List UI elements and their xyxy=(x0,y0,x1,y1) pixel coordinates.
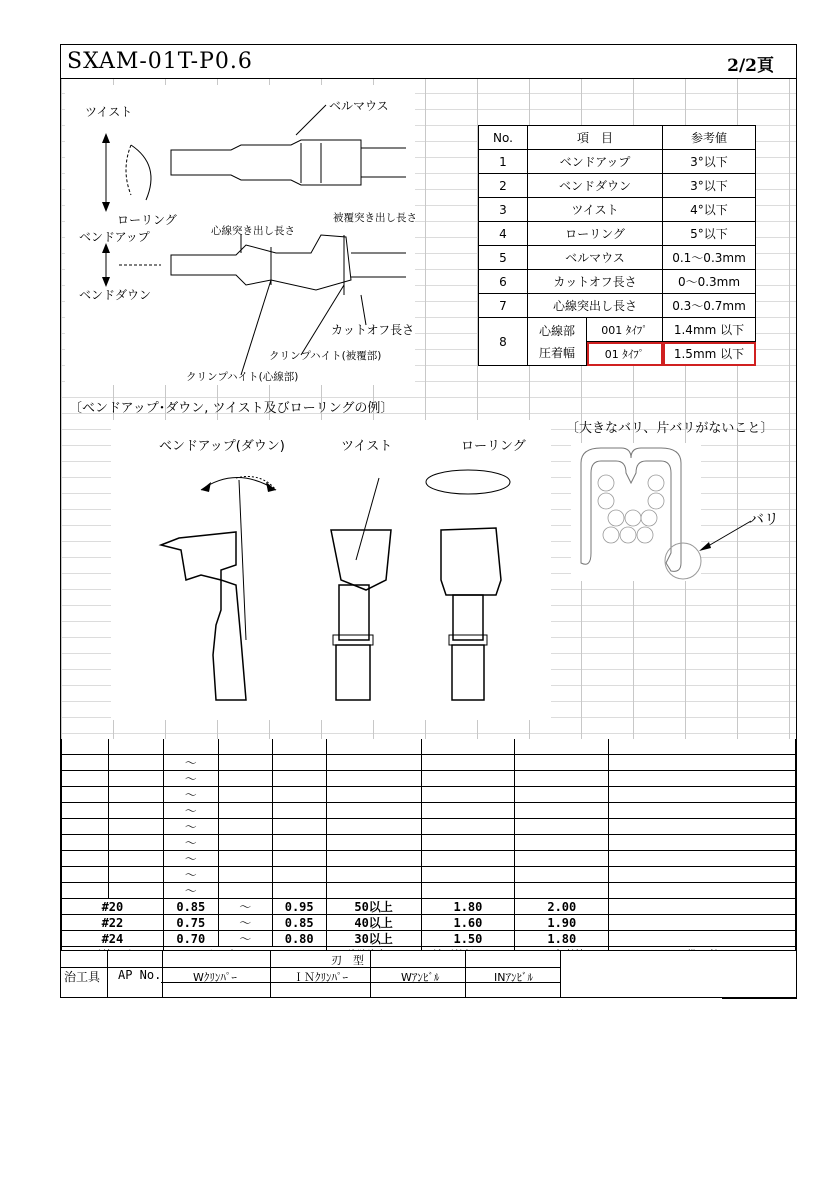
spec-od: 1.80 xyxy=(421,899,515,915)
table-row xyxy=(62,915,796,931)
spec-ih: 1.80 xyxy=(515,931,609,947)
table-row xyxy=(479,294,756,318)
spec-row-blank xyxy=(62,835,796,851)
spec-tensile: 40以上 xyxy=(326,915,421,931)
ref-header-no: No. xyxy=(479,126,528,150)
label-bellmouth: ベルマウス xyxy=(329,99,389,113)
ref-item: ベンドダウン xyxy=(528,174,663,198)
tool-label: 治工具 xyxy=(64,970,101,984)
ref-no: 2 xyxy=(479,174,528,198)
table-row xyxy=(479,246,756,270)
table-row xyxy=(479,150,756,174)
spec-tilde: ～ xyxy=(163,867,218,883)
spec-od: 1.60 xyxy=(421,915,515,931)
spec-row-blank xyxy=(62,867,796,883)
burr-label: バリ xyxy=(749,510,780,528)
label-cutoff-length: カットオフ長さ xyxy=(331,323,415,337)
ref-item-line2: 圧着幅 xyxy=(538,345,575,360)
title-band xyxy=(61,45,796,79)
drawing-sheet xyxy=(60,44,797,998)
label-insulation-protrusion: 被覆突き出し長さ xyxy=(333,212,417,224)
tool-in-crimper: ＩＮｸﾘﾝﾊﾟｰ xyxy=(293,971,348,984)
spec-tilde: ～ xyxy=(163,771,218,787)
burr-arrow xyxy=(691,517,761,557)
spec-row-blank xyxy=(62,803,796,819)
ref-item-crimp-width xyxy=(528,318,587,366)
spec-tilde: ～ xyxy=(218,899,272,915)
spec-tilde: ～ xyxy=(163,883,218,899)
burr-cross-section-drawing xyxy=(571,443,711,583)
spec-tilde: ～ xyxy=(163,803,218,819)
ref-item: ツイスト xyxy=(528,198,663,222)
tool-die-label: 刃 型 xyxy=(331,954,364,967)
ref-value: 5°以下 xyxy=(663,222,756,246)
spec-tensile: 50以上 xyxy=(326,899,421,915)
ref-header-item: 項 目 xyxy=(528,126,663,150)
footer-rule xyxy=(722,998,797,999)
ref-value: 3°以下 xyxy=(663,174,756,198)
label-rolling: ローリング xyxy=(117,213,177,227)
spec-row-blank xyxy=(62,883,796,899)
spec-ch-min: 0.85 xyxy=(163,899,218,915)
spec-tilde: ～ xyxy=(218,915,272,931)
reference-value-table xyxy=(478,125,756,366)
ref-value-highlighted: 1.5mm 以下 xyxy=(663,342,756,366)
ref-no: 7 xyxy=(479,294,528,318)
label-crimp-height-insulation: クリンプハイト(被覆部) xyxy=(269,350,382,362)
spec-ih: 2.00 xyxy=(515,899,609,915)
spec-row-blank xyxy=(62,755,796,771)
examples-caption: 〔ベンドアップ･ダウン, ツイスト及びローリングの例〕 xyxy=(69,401,394,416)
crimp-spec-table xyxy=(61,739,796,963)
ref-item: ローリング xyxy=(528,222,663,246)
burr-caption: 〔大きなバリ、片バリがないこと〕 xyxy=(566,421,774,436)
spec-tilde: ～ xyxy=(163,819,218,835)
tool-w-crimper: Wｸﾘﾝﾊﾟｰ xyxy=(193,971,237,984)
ref-subtype-highlighted: 01 ﾀｲﾌﾟ xyxy=(587,342,663,366)
spec-row-blank xyxy=(62,739,796,755)
spec-size: #20 xyxy=(62,899,164,915)
table-row xyxy=(479,222,756,246)
deformation-examples-drawing xyxy=(61,420,541,720)
ref-no: 3 xyxy=(479,198,528,222)
spec-row-blank xyxy=(62,851,796,867)
ref-value: 4°以下 xyxy=(663,198,756,222)
page-number: 2/2頁 xyxy=(727,56,774,76)
spec-ch-min: 0.70 xyxy=(163,931,218,947)
spec-row-blank xyxy=(62,819,796,835)
ref-no: 8 xyxy=(479,318,528,366)
ref-value: 0.3～0.7mm xyxy=(663,294,756,318)
table-row xyxy=(479,318,756,342)
tool-ap-no: AP No. xyxy=(118,968,162,982)
label-twist: ツイスト xyxy=(85,105,133,119)
table-row xyxy=(479,270,756,294)
example-label-bend: ベンドアップ(ダウン) xyxy=(159,439,285,454)
ref-no: 1 xyxy=(479,150,528,174)
spec-row-blank xyxy=(62,787,796,803)
spec-od: 1.50 xyxy=(421,931,515,947)
spec-size: #24 xyxy=(62,931,164,947)
spec-ch-max: 0.95 xyxy=(272,899,326,915)
ref-item: ベルマウス xyxy=(528,246,663,270)
document-title: SXAM-01T-P0.6 xyxy=(67,49,253,74)
spec-tilde: ～ xyxy=(163,755,218,771)
spec-tilde: ～ xyxy=(218,931,272,947)
spec-ch-min: 0.75 xyxy=(163,915,218,931)
ref-item-line1: 心線部 xyxy=(538,323,575,338)
ref-item: ベンドアップ xyxy=(528,150,663,174)
label-crimp-height-core: クリンプハイト(心線部) xyxy=(186,371,299,383)
example-label-rolling: ローリング xyxy=(461,439,526,454)
spec-ch-max: 0.80 xyxy=(272,931,326,947)
ref-no: 6 xyxy=(479,270,528,294)
tooling-block xyxy=(61,950,796,998)
tool-w-anvil: Wｱﾝﾋﾞﾙ xyxy=(401,971,440,984)
spec-size: #22 xyxy=(62,915,164,931)
label-bend-up: ベンドアップ xyxy=(79,230,150,244)
ref-header-value: 参考値 xyxy=(663,126,756,150)
spec-tensile: 30以上 xyxy=(326,931,421,947)
example-label-twist: ツイスト xyxy=(341,439,393,454)
ref-no: 4 xyxy=(479,222,528,246)
spec-ih: 1.90 xyxy=(515,915,609,931)
ref-no: 5 xyxy=(479,246,528,270)
ref-value: 3°以下 xyxy=(663,150,756,174)
table-row xyxy=(479,174,756,198)
ref-table-header xyxy=(479,126,756,150)
spec-tilde: ～ xyxy=(163,835,218,851)
ref-value: 0～0.3mm xyxy=(663,270,756,294)
table-row xyxy=(62,899,796,915)
tool-in-anvil: INｱﾝﾋﾞﾙ xyxy=(494,971,533,984)
label-core-protrusion: 心線突き出し長さ xyxy=(211,225,295,237)
ref-item: カットオフ長さ xyxy=(528,270,663,294)
label-bend-down: ベンドダウン xyxy=(79,288,152,302)
ref-value: 0.1～0.3mm xyxy=(663,246,756,270)
ref-item: 心線突出し長さ xyxy=(528,294,663,318)
table-row xyxy=(479,198,756,222)
spec-ch-max: 0.85 xyxy=(272,915,326,931)
spec-row-blank xyxy=(62,771,796,787)
spec-tilde: ～ xyxy=(163,787,218,803)
table-row xyxy=(62,931,796,947)
ref-value: 1.4mm 以下 xyxy=(663,318,756,342)
ref-subtype: 001 ﾀｲﾌﾟ xyxy=(587,318,663,342)
spec-tilde: ～ xyxy=(163,851,218,867)
